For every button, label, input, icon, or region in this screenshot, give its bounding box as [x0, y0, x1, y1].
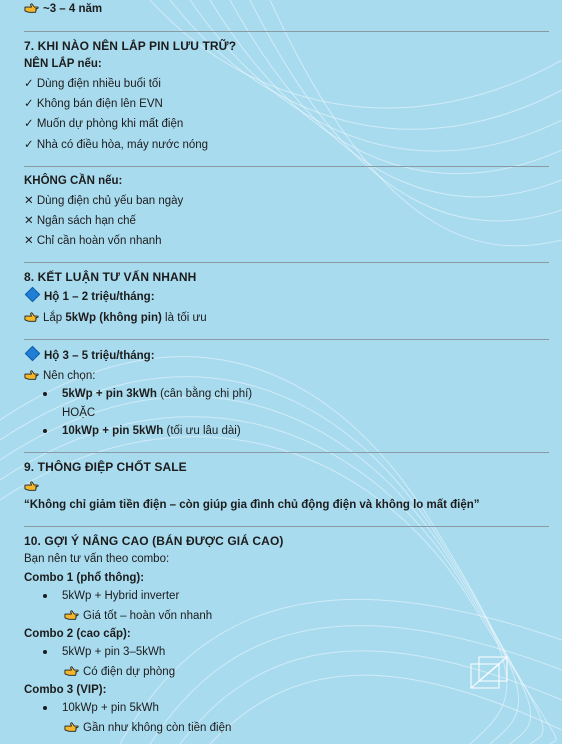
pointing-hand-icon — [64, 665, 79, 677]
bullet-dot — [43, 650, 47, 654]
combo2-title: Combo 2 (cao cấp): — [24, 628, 131, 640]
cross-mark-icon: ✕ — [24, 215, 34, 227]
combo-intro: Bạn nên tư vấn theo combo: — [24, 553, 170, 565]
bullet-dot — [43, 429, 47, 433]
group1-recommendation: Lắp 5kWp (không pin) là tối ưu — [24, 310, 207, 326]
check-mark-icon: ✓ — [24, 139, 34, 151]
payback-line: ~3 – 4 năm — [24, 1, 102, 17]
section-10-title: 10. GỢI Ý NÂNG CAO (BÁN ĐƯỢC GIÁ CAO) — [24, 534, 284, 548]
copy-squares-icon — [470, 656, 508, 690]
group2-heading: Hộ 3 – 5 triệu/tháng: — [24, 348, 155, 364]
section-7-title: 7. KHI NÀO NÊN LẮP PIN LƯU TRỮ? — [24, 39, 237, 53]
check-mark-icon: ✓ — [24, 98, 34, 110]
divider — [24, 339, 549, 340]
or-text: HOẶC — [62, 407, 96, 419]
cross-mark-icon: ✕ — [24, 195, 34, 207]
bullet-dot — [43, 706, 47, 710]
check-mark-icon: ✓ — [24, 118, 34, 130]
divider — [24, 31, 549, 32]
list-item: ✕ Dùng điện chủ yếu ban ngày — [24, 195, 184, 207]
pointing-hand-icon — [24, 2, 39, 14]
sales-quote: “Không chỉ giảm tiền điện – còn giúp gia đình chủ động điện và không lo mất điện” — [24, 499, 480, 511]
pointing-hand-icon — [64, 609, 79, 621]
quote-hand — [24, 479, 43, 495]
pointing-hand-icon — [24, 369, 39, 381]
should-install-heading: NÊN LẮP nếu: — [24, 58, 102, 70]
bullet-dot — [43, 392, 47, 396]
not-needed-heading: KHÔNG CẦN nếu: — [24, 175, 123, 187]
section-9-title: 9. THÔNG ĐIỆP CHỐT SALE — [24, 460, 187, 474]
list-item: ✓ Nhà có điều hòa, máy nước nóng — [24, 139, 209, 151]
blue-diamond-icon — [25, 287, 41, 303]
divider — [24, 166, 549, 167]
combo2-item: 5kWp + pin 3–5kWh — [62, 646, 166, 658]
combo3-item: 10kWp + pin 5kWh — [62, 702, 159, 714]
cross-mark-icon: ✕ — [24, 235, 34, 247]
divider — [24, 262, 549, 263]
check-mark-icon: ✓ — [24, 78, 34, 90]
pointing-hand-icon — [24, 480, 39, 492]
group2-intro: Nên chọn: — [24, 368, 95, 384]
blue-diamond-icon — [25, 346, 41, 362]
combo3-note: Gần như không còn tiền điện — [64, 720, 231, 736]
pointing-hand-icon — [24, 311, 39, 323]
pointing-hand-icon — [64, 721, 79, 733]
bullet-dot — [43, 594, 47, 598]
combo3-title: Combo 3 (VIP): — [24, 684, 107, 696]
list-item: ✓ Không bán điện lên EVN — [24, 98, 163, 110]
group1-heading: Hộ 1 – 2 triệu/tháng: — [24, 289, 155, 305]
option-2: 10kWp + pin 5kWh (tối ưu lâu dài) — [62, 425, 241, 437]
combo1-title: Combo 1 (phổ thông): — [24, 572, 145, 584]
section-8-title: 8. KẾT LUẬN TƯ VẤN NHANH — [24, 270, 197, 284]
combo2-note: Có điện dự phòng — [64, 664, 175, 680]
option-1: 5kWp + pin 3kWh (cân bằng chi phí) — [62, 388, 253, 400]
divider — [24, 452, 549, 453]
list-item: ✕ Ngân sách hạn chế — [24, 215, 136, 227]
combo1-note: Giá tốt – hoàn vốn nhanh — [64, 608, 212, 624]
divider — [24, 526, 549, 527]
combo1-item: 5kWp + Hybrid inverter — [62, 590, 180, 602]
list-item: ✓ Muốn dự phòng khi mất điện — [24, 118, 184, 130]
list-item: ✕ Chỉ cần hoàn vốn nhanh — [24, 235, 162, 247]
list-item: ✓ Dùng điện nhiều buổi tối — [24, 78, 161, 90]
